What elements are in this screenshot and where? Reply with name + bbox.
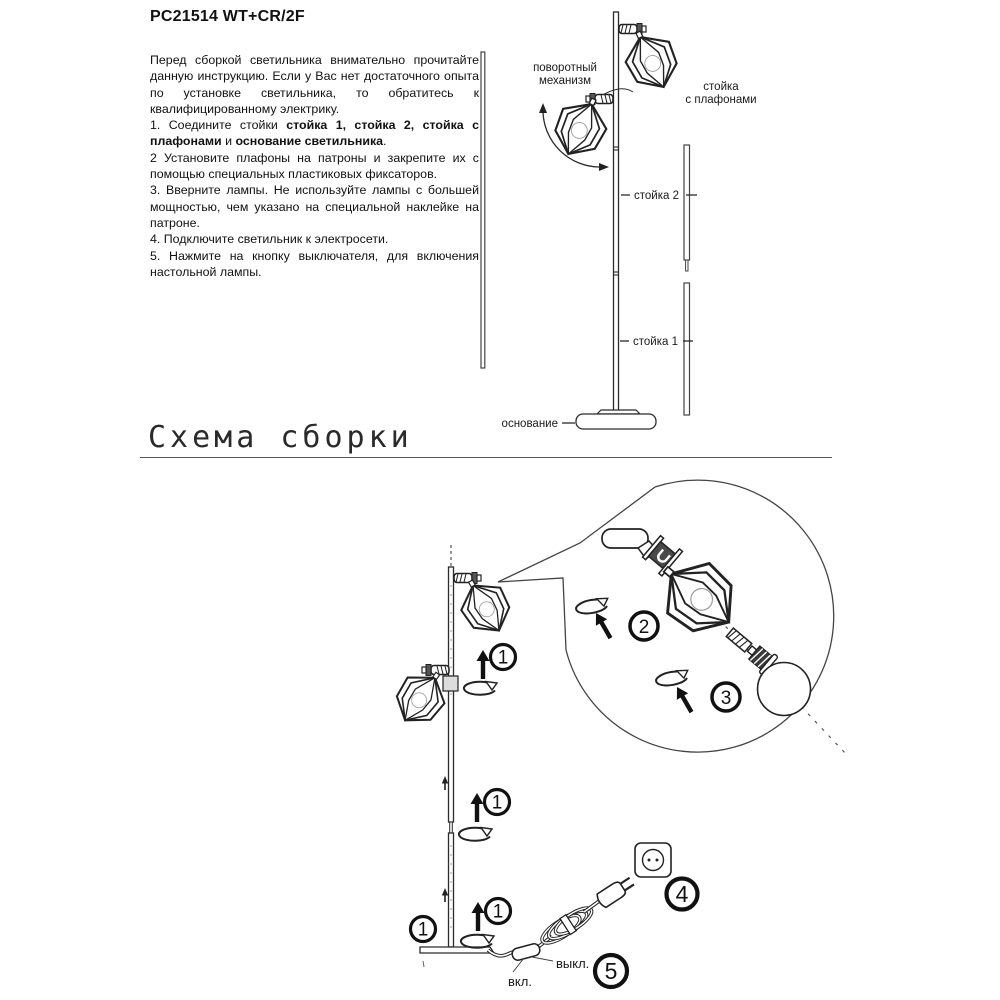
- scheme-section-title: Схема сборки: [148, 420, 413, 455]
- inline-switch: [511, 943, 541, 962]
- svg-text:5: 5: [604, 958, 618, 984]
- svg-text:4: 4: [675, 881, 689, 907]
- svg-text:основание: основание: [501, 418, 558, 430]
- step-badge-1: [486, 899, 511, 924]
- lamp-pole: [614, 12, 619, 414]
- svg-text:1: 1: [491, 792, 503, 814]
- product-figure: [481, 12, 757, 430]
- power-plug: [595, 874, 636, 908]
- label-base: [502, 418, 575, 430]
- label-pole-1: [620, 336, 693, 348]
- label-rotary-mechanism: поворотный: [533, 62, 597, 74]
- arm-bracket: [443, 676, 458, 691]
- label-shade-pole: стойка: [703, 81, 739, 93]
- svg-text:1: 1: [497, 647, 509, 669]
- power-cord-group: [488, 843, 698, 989]
- lamp-base: [576, 410, 656, 429]
- model-number: PC21514 WT+CR/2F: [150, 8, 305, 25]
- instructions-step-4: 4. Подключите светильник к электросети.: [150, 232, 389, 247]
- step-badge-1: [485, 790, 510, 815]
- spare-rod-pole-2: [684, 145, 690, 271]
- spare-rod-shades-pole: [481, 52, 485, 368]
- instructions-step-3: 3. Вверните лампы. Не используйте лампы с большей мощностью, чем указано на специальной наклейке на патроне.: [150, 183, 479, 230]
- step-badge-1: [411, 917, 436, 942]
- instructions-intro: Перед сборкой светильника внимательно прочитайте данную инструкцию. Если у Вас нет достаточного опыта по установке светильника, то обратитесь к квалифицированному электрику.: [150, 53, 479, 116]
- wall-outlet: [635, 843, 671, 877]
- svg-text:стойка 1: стойка 1: [633, 336, 678, 348]
- svg-text:механизм: механизм: [538, 75, 592, 87]
- upper-arm: [619, 24, 646, 35]
- svg-text:стойка 2: стойка 2: [634, 190, 679, 202]
- step-badge-2: [630, 612, 658, 640]
- assembly-figure: [387, 480, 846, 989]
- label-on: вкл.: [508, 974, 532, 989]
- svg-text:1: 1: [417, 919, 429, 941]
- assembly-upper-arm: [454, 573, 481, 584]
- step-badge-5: [595, 955, 627, 987]
- label-off: выкл.: [556, 956, 590, 971]
- svg-text:с плафонами: с плафонами: [685, 94, 757, 106]
- step-badge-3: [712, 683, 740, 711]
- instructions-step-5: 5. Нажмите на кнопку выключателя, для включения настольной лампы.: [150, 248, 479, 279]
- assembly-base: [420, 947, 494, 967]
- step-badge-1: [491, 645, 516, 670]
- step-badge-4: [667, 879, 698, 910]
- instructions-step-2: 2 Установите плафоны на патроны и закрепите их с помощью специальных пластиковых фиксаторов.: [150, 150, 479, 182]
- detail-bubble: [498, 480, 846, 754]
- spare-rod-pole-1: [684, 283, 690, 415]
- instructions-step-1: 1. Соедините стойки стойка 1, стойка 2, стойка с плафонами и основание светильника.: [150, 118, 479, 149]
- svg-text:2: 2: [638, 617, 650, 638]
- svg-text:3: 3: [720, 688, 732, 709]
- svg-text:1: 1: [492, 901, 504, 923]
